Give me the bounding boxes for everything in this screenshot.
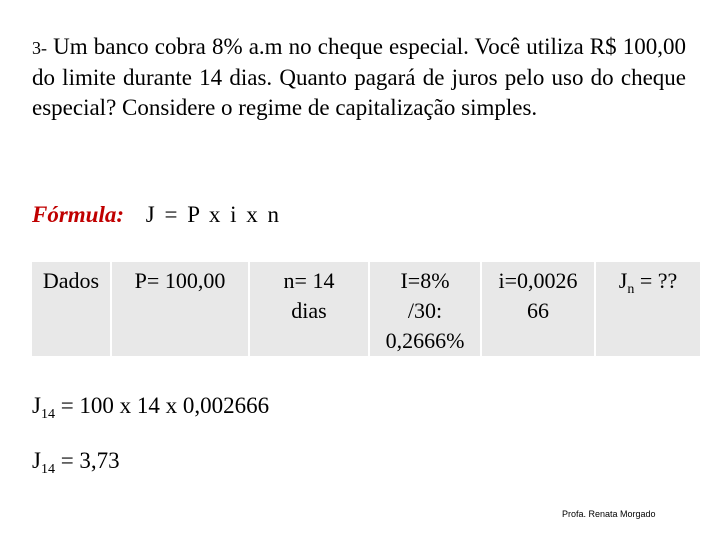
cell-periods-line1: n= 14	[283, 268, 335, 293]
cell-principal-text: P= 100,00	[134, 268, 226, 293]
cell-periods-line2: dias	[291, 298, 327, 323]
calc1-var: J	[32, 393, 41, 418]
calc2-var: J	[32, 448, 41, 473]
cell-monthly-rate	[370, 262, 480, 356]
data-table	[30, 262, 702, 356]
cell-daily-rate	[482, 262, 594, 356]
calc2-rhs: = 3,73	[54, 448, 120, 473]
data-row	[32, 262, 700, 356]
calculation-line-1	[32, 393, 270, 422]
cell-monthly-rate-line1: I=8%	[400, 268, 450, 293]
cell-daily-rate-line2: 66	[527, 298, 549, 323]
calculation-line-2	[32, 448, 120, 477]
cell-daily-rate-line1: i=0,0026	[498, 268, 578, 293]
calc2-subscript: 14	[40, 462, 55, 477]
author-credit: Profa. Renata Morgado	[562, 509, 656, 519]
formula-expression: J = P x i x n	[145, 202, 282, 227]
problem-number: 3-	[32, 38, 47, 58]
formula-line	[32, 202, 281, 228]
cell-periods	[250, 262, 368, 356]
cell-dados-text: Dados	[42, 268, 100, 293]
cell-interest-subscript: n	[627, 282, 635, 297]
calc1-rhs: = 100 x 14 x 0,002666	[54, 393, 270, 418]
cell-interest-rhs: = ??	[634, 268, 678, 293]
cell-interest-var: J	[618, 268, 628, 293]
cell-dados	[32, 262, 110, 356]
cell-monthly-rate-line2: /30:	[407, 298, 443, 323]
formula-label: Fórmula:	[32, 202, 125, 227]
cell-monthly-rate-line3: 0,2666%	[385, 328, 465, 353]
problem-statement	[32, 32, 686, 123]
cell-principal	[112, 262, 248, 356]
calc1-subscript: 14	[40, 407, 55, 422]
problem-text: Um banco cobra 8% a.m no cheque especial. Você utiliza R$ 100,00 do limite durante 14 dias. Quanto pagará de juros pelo uso do cheque especial? Considere o regime de capitalização simples.	[32, 34, 687, 120]
cell-interest	[596, 262, 700, 356]
